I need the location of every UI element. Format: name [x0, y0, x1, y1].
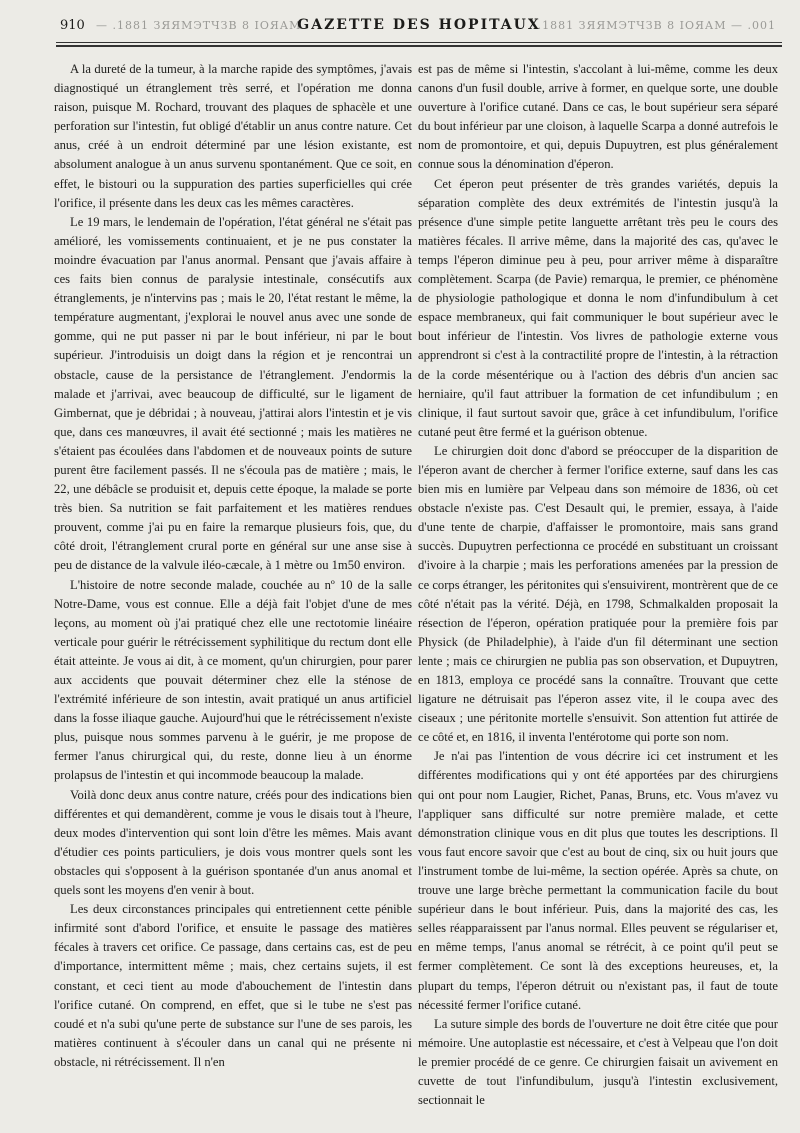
page-header: [56, 14, 782, 44]
paragraph: Je n'ai pas l'intention de vous décrire ici cet instrument et les différentes modifications qui y ont été apportées par des chirurgiens qui ont pour nom Laugier, Richet, Panas, Bruns, etc. Vous m'avez vu l'appliquer sans difficulté sur notre première malade, et cette démonstration clinique vous en dit plus que toutes les descriptions. Il vous faut encore savoir que c'est au bout de cinq, six ou huit jours que l'instrument tombe de lui-même, la section opérée. Après sa chute, on trouve une large brèche permettant la communication facile du bout supérieur dans le bout inférieur. Puis, dans la majorité des cas, les selles réapparaissent par l'anus normal. Elles peuvent se régulariser et, en même temps, l'anus anomal se rétrécit, à ce point qu'il peut se fermer complètement. Ce sont là des exceptions heureuses, et, la plupart du temps, l'éperon détruit ou n'existant pas, il faut de toute nécessité fermer l'orifice cutané.: [418, 749, 778, 1012]
right-column: [418, 60, 778, 1120]
left-column: [54, 60, 412, 1120]
page-number: 910: [60, 18, 85, 33]
paragraph: est pas de même si l'intestin, s'accolant à lui-même, comme les deux canons d'un fusil double, arrive à former, en quelque sorte, une double ouverture à l'orifice cutané. Dans ce cas, le bout supérieur sera séparé du bout inférieur par une cloison, à laquelle Scarpa a donné autrefois le nom de promontoire, et qui, depuis Dupuytren, est plus généralement connue sous la dénomination d'éperon.: [418, 62, 778, 172]
paragraph: Voilà donc deux anus contre nature, créés pour des indications bien différentes et qui demandèrent, comme je vous le disais tout à l'heure, deux modes d'intervention qui sont loin d'être les mêmes. Mais avant d'étudier ces points particuliers, je dois vous montrer quels sont les obstacles qui s'opposent à la guérison spontanée d'un anus anomal et quels sont les moyens d'en venir à bout.: [54, 787, 412, 898]
bleed-through-text-left: — .1881 ЗЯЯМЭТЧЗВ 8 ІОЯАМ: [96, 19, 302, 32]
bleed-through-text-right: .1881 ЗЯЯМЭТЧЗВ 8 ІОЯАМ — .001: [537, 19, 776, 32]
header-rule: [56, 42, 782, 43]
running-title: GAZETTE DES HOPITAUX: [297, 17, 541, 33]
paragraph: Les deux circonstances principales qui entretiennent cette pénible infirmité sont d'abord l'orifice, et ensuite le passage des matières fécales à travers cet orifice. Ce passage, dans certains cas, est de peu d'importance, intermittent même ; mais, chez certains sujets, il est constant, et ceci tient au mode d'abouchement de l'intestin dans l'orifice cutané. On comprend, en effet, que si le tube ne s'est pas coudé et n'a subi qu'une perte de substance sur l'une de ses parois, les matières continuent à s'écouler dans un canal qui ne présente ni obstacle, ni rétrécissement. Il n'en: [54, 902, 412, 1069]
paragraph: Le 19 mars, le lendemain de l'opération, l'état général ne s'était pas amélioré, les vomissements continuaient, et je ne pus constater la moindre évacuation par l'anus anormal. Pensant que j'avais affaire à ces faits bien connus de paralysie intestinale, consécutifs aux étranglements, je n'intervins pas ; mais le 20, l'état restant le même, la température augmentant, j'explorai le nouvel anus avec une sonde de gomme, qui ne put passer ni par le bout inférieur, ni par le bout supérieur. J'introduisis un doigt dans la région et je rencontrai un obstacle, cause de la persistance de l'étranglement. J'endormis la malade et j'arrivai, avec beaucoup de difficulté, sur le ligament de Gimbernat, que je débridai ; à nouveau, j'attirai alors l'intestin et je vis que, dans ces manœuvres, il avait été sectionné ; mais les matières ne s'étaient pas écoulées dans l'abdomen et de nouveaux points de suture purent être facilement passés. Il ne s'écoula pas de matière ; mais, le 22, une débâcle se produisit et, depuis cette époque, la malade se porte très bien. Sa nutrition se fait parfaitement et les matières rendues prouvent, comme j'ai pu en faire la remarque plusieurs fois, que, du côté droit, l'étranglement crural porte en général sur une anse sise à peu de distance de la valvule iléo-cæcale, à 1 mètre ou 1m50 environ.: [54, 214, 412, 573]
paragraph: L'histoire de notre seconde malade, couchée au nº 10 de la salle Notre-Dame, vous est connue. Elle a déjà fait l'objet d'une de mes leçons, au moment où j'ai pratiqué chez elle une rectotomie linéaire verticale pour guérir le rétrécissement syphilitique du rectum dont elle était atteinte. Je vous ai dit, à ce moment, qu'un chirurgien, pour parer aux accidents que pouvait déterminer chez elle la sténose de l'extrémité inférieure de son intestin, avait pratiqué un anus artificiel dans la fosse iliaque gauche. Aujourd'hui que le rétrécissement n'existe plus, puisque nous sommes parvenu à le guérir, je me propose de fermer l'anus chirurgical qui, du reste, donne lieu à un énorme prolapsus de l'intestin et qui incommode beaucoup la malade.: [54, 577, 412, 783]
paragraph: Le chirurgien doit donc d'abord se préoccuper de la disparition de l'éperon avant de chercher à fermer l'orifice externe, sauf dans les cas bien mis en lumière par Velpeau dans son mémoire de 1836, où cet obstacle n'existe pas. C'est Desault qui, le premier, essaya, à l'aide d'une tente de charpie, d'affaisser le promontoire, mais sans grand succès. Dupuytren perfectionna ce procédé en substituant un croissant d'ivoire à la charpie ; mais les perforations amenées par la pression de ce corps étranger, les péritonites qui s'ensuivirent, montrèrent que de ce côté n'était pas la vérité. Déjà, en 1798, Schmalkalden proposait la résection de l'éperon, opération pratiquée pour la première fois par Physick (de Philadelphie), à l'aide d'un fil déterminant une section lente ; mais ce chirurgien ne publia pas son observation, et Dupuytren, en 1813, employa ce procédé sans la connaître. Trouvant que cette ligature ne détruisait pas l'éperon assez vite, il le coupa avec des ciseaux ; une péritonite mortelle s'ensuivit. Son attention fut attirée de ce côté et, en 1816, il inventa l'entérotome qui porte son nom.: [418, 443, 778, 745]
paragraph: A la dureté de la tumeur, à la marche rapide des symptômes, j'avais diagnostiqué un étranglement très serré, et l'opération me donna raison, puisque M. Rochard, trouvant des plaques de sphacèle et une perforation sur l'intestin, fut obligé d'établir un anus contre nature. Cet anus, créé à un endroit déterminé par une lésion existante, est absolument analogue à un anus survenu spontanément. Que ce soit, en effet, le bistouri ou la suppuration des parties superficielles qui crée l'orifice, il présente dans les deux cas les mêmes caractères.: [54, 62, 412, 210]
header-rule-thick: [56, 45, 782, 47]
paragraph: La suture simple des bords de l'ouverture ne doit être citée que pour mémoire. Une autoplastie est nécessaire, et c'est à Velpeau que l'on doit le premier procédé de ce genre. Ce chirurgien faisait un avivement en cuvette de tout l'infundibulum, jusqu'à l'intestin exclusivement, sectionnait le: [418, 1016, 778, 1108]
paragraph: Cet éperon peut présenter de très grandes variétés, depuis la séparation complète des deux extrémités de l'intestin jusqu'à la présence d'une simple petite languette arrêtant très peu le cours des matières fécales. Il arrive même, dans la majorité des cas, qu'avec le temps l'éperon diminue peu à peu, pour arriver même à disparaître complètement. Scarpa (de Pavie) remarqua, le premier, ce phénomène de physiologie pathologique et donna le nom d'infundibulum à cet espace membraneux, qui fait communiquer le bout supérieur avec le bout inférieur de l'intestin. Vos livres de pathologie externe vous apprendront si c'est à la contractilité propre de l'intestin, à la rétraction de la corde mésentérique ou à l'action des débris d'un ancien sac herniaire, qu'il faut attribuer la formation de cet infundibulum ; en clinique, il faut surtout savoir que, grâce à cet infundibulum, l'orifice cutané peut être fermé et la guérison obtenue.: [418, 176, 778, 439]
